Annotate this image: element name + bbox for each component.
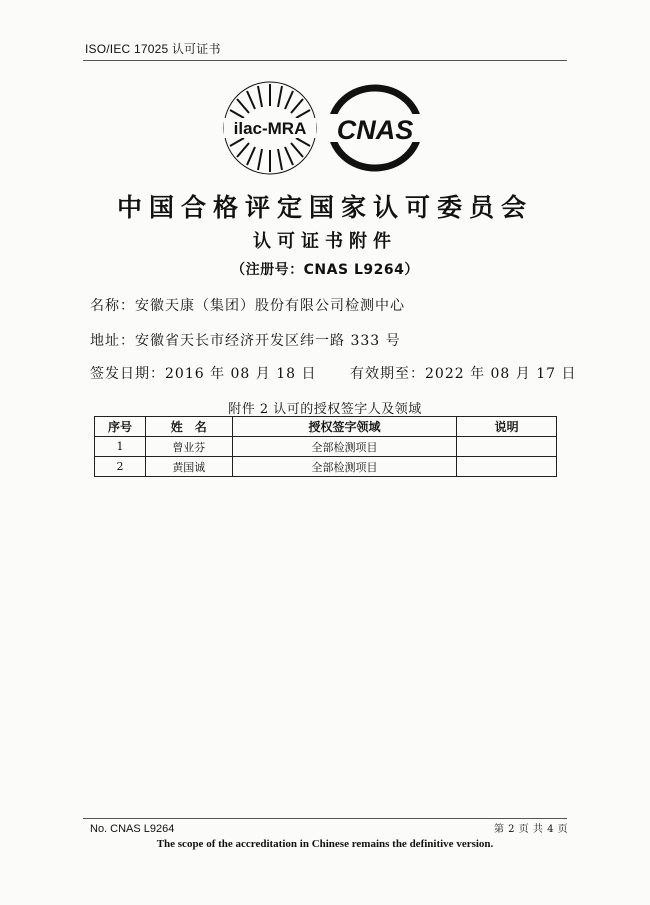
certificate-number: No. CNAS L9264 xyxy=(90,823,175,835)
header-certificate-type: ISO/IEC 17025 认可证书 xyxy=(85,42,221,56)
valid-until-date: 有效期至：2022 年 08 月 17 日 xyxy=(350,366,577,382)
annex-heading: 认可证书附件 xyxy=(253,231,397,252)
organization-name: 名称：安徽天康（集团）股份有限公司检测中心 xyxy=(90,298,405,314)
cell-serial-no: 1 xyxy=(95,437,146,457)
cell-name: 黄国诚 xyxy=(145,457,232,477)
issue-date: 签发日期：2016 年 08 月 18 日 xyxy=(90,366,317,382)
cell-remarks xyxy=(457,437,557,457)
ilac-mra-logo xyxy=(222,80,318,176)
committee-title: 中国合格评定国家认可委员会 xyxy=(116,193,533,222)
signatory-table xyxy=(94,416,557,477)
page-indicator: 第 2 页 共 4 页 xyxy=(494,824,569,835)
cnas-logo xyxy=(327,84,423,172)
svg-text:ilac-MRA: ilac-MRA xyxy=(233,119,307,138)
language-note: The scope of the accreditation in Chinese remains the definitive version. xyxy=(156,838,494,850)
registration-number: （注册号：CNAS L9264） xyxy=(231,262,419,278)
header-remarks: 说明 xyxy=(457,417,557,437)
table-row xyxy=(95,457,557,477)
footer-divider xyxy=(83,818,567,819)
cell-serial-no: 2 xyxy=(95,457,146,477)
header-divider xyxy=(83,60,567,61)
cell-name: 曾业芬 xyxy=(145,437,232,457)
cell-authorized-field: 全部检测项目 xyxy=(232,437,456,457)
annex-table-title: 附件 2 认可的授权签字人及领域 xyxy=(228,402,422,417)
table-row xyxy=(95,437,557,457)
cell-authorized-field: 全部检测项目 xyxy=(232,457,456,477)
svg-text:CNAS: CNAS xyxy=(336,115,414,145)
header-authorized-field: 授权签字领域 xyxy=(232,417,456,437)
organization-address: 地址：安徽省天长市经济开发区纬一路 333 号 xyxy=(90,333,401,349)
header-serial-no: 序号 xyxy=(95,417,146,437)
cell-remarks xyxy=(457,457,557,477)
table-header-row xyxy=(95,417,557,437)
header-name: 姓 名 xyxy=(145,417,232,437)
